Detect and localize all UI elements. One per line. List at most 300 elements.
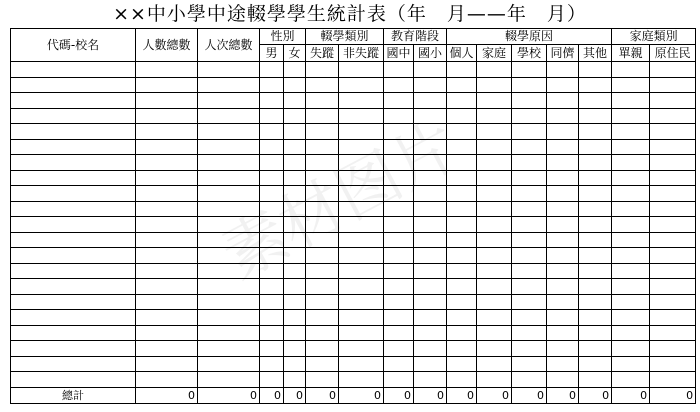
table-cell[interactable] [414,232,447,248]
table-cell[interactable] [384,62,414,78]
table-cell[interactable] [512,325,547,341]
table-cell[interactable] [579,372,612,388]
table-cell[interactable] [414,124,447,140]
table-cell[interactable] [477,356,512,372]
table-cell[interactable] [11,93,136,109]
table-cell[interactable] [547,356,579,372]
table-cell[interactable] [198,263,260,279]
table-cell[interactable] [547,217,579,233]
table-cell[interactable] [414,170,447,186]
table-cell[interactable] [414,155,447,171]
table-cell[interactable] [11,356,136,372]
table-cell[interactable] [547,232,579,248]
table-cell[interactable] [512,248,547,264]
table-cell[interactable] [11,124,136,140]
table-cell[interactable] [198,356,260,372]
table-cell[interactable] [11,294,136,310]
table-cell[interactable] [284,93,306,109]
table-cell[interactable] [477,139,512,155]
table-cell[interactable] [650,310,696,326]
table-cell[interactable] [579,93,612,109]
table-cell[interactable] [579,356,612,372]
table-cell[interactable] [447,279,477,295]
table-cell[interactable] [306,108,339,124]
table-cell[interactable] [547,294,579,310]
table-cell[interactable] [579,139,612,155]
table-cell[interactable] [512,263,547,279]
table-cell[interactable] [198,201,260,217]
table-cell[interactable] [306,341,339,357]
table-cell[interactable] [198,62,260,78]
table-cell[interactable] [414,294,447,310]
table-cell[interactable] [547,201,579,217]
table-cell[interactable] [198,155,260,171]
table-cell[interactable] [198,108,260,124]
table-cell[interactable] [612,124,650,140]
table-cell[interactable] [512,201,547,217]
table-cell[interactable] [414,341,447,357]
table-cell[interactable] [136,186,198,202]
table-cell[interactable] [512,155,547,171]
table-cell[interactable] [612,294,650,310]
table-cell[interactable] [384,341,414,357]
table-cell[interactable] [284,124,306,140]
table-cell[interactable] [11,279,136,295]
table-cell[interactable] [547,93,579,109]
table-cell[interactable] [477,170,512,186]
table-cell[interactable] [306,170,339,186]
table-cell[interactable] [512,294,547,310]
table-cell[interactable] [339,186,384,202]
table-cell[interactable] [612,62,650,78]
table-cell[interactable] [306,93,339,109]
table-cell[interactable] [306,356,339,372]
table-cell[interactable] [447,201,477,217]
table-cell[interactable] [384,217,414,233]
table-cell[interactable] [547,341,579,357]
table-cell[interactable] [612,186,650,202]
table-cell[interactable] [612,108,650,124]
table-cell[interactable] [284,232,306,248]
table-cell[interactable] [260,77,284,93]
table-cell[interactable] [384,186,414,202]
table-cell[interactable] [284,77,306,93]
table-cell[interactable] [512,217,547,233]
table-cell[interactable] [384,310,414,326]
table-cell[interactable] [650,108,696,124]
table-cell[interactable] [547,186,579,202]
table-cell[interactable] [547,139,579,155]
table-cell[interactable] [384,279,414,295]
table-cell[interactable] [579,186,612,202]
table-cell[interactable] [512,372,547,388]
table-cell[interactable] [339,356,384,372]
table-cell[interactable] [306,186,339,202]
table-cell[interactable] [284,186,306,202]
table-cell[interactable] [447,248,477,264]
table-cell[interactable] [512,93,547,109]
table-cell[interactable] [284,341,306,357]
table-cell[interactable] [11,341,136,357]
table-cell[interactable] [260,201,284,217]
table-cell[interactable] [579,248,612,264]
table-cell[interactable] [547,62,579,78]
table-cell[interactable] [414,356,447,372]
table-cell[interactable] [612,93,650,109]
table-cell[interactable] [136,139,198,155]
table-cell[interactable] [284,372,306,388]
table-cell[interactable] [384,201,414,217]
table-cell[interactable] [306,217,339,233]
table-cell[interactable] [414,279,447,295]
table-cell[interactable] [447,108,477,124]
table-cell[interactable] [198,139,260,155]
table-cell[interactable] [579,201,612,217]
table-cell[interactable] [414,310,447,326]
table-cell[interactable] [260,310,284,326]
table-cell[interactable] [284,294,306,310]
table-cell[interactable] [579,170,612,186]
table-cell[interactable] [136,217,198,233]
table-cell[interactable] [306,325,339,341]
table-cell[interactable] [260,356,284,372]
table-cell[interactable] [512,341,547,357]
table-cell[interactable] [650,62,696,78]
table-cell[interactable] [339,279,384,295]
table-cell[interactable] [512,186,547,202]
table-cell[interactable] [579,263,612,279]
table-cell[interactable] [260,232,284,248]
table-cell[interactable] [384,356,414,372]
table-cell[interactable] [284,155,306,171]
table-cell[interactable] [477,186,512,202]
table-cell[interactable] [477,108,512,124]
table-cell[interactable] [579,232,612,248]
table-cell[interactable] [547,325,579,341]
table-cell[interactable] [650,248,696,264]
table-cell[interactable] [339,108,384,124]
table-cell[interactable] [306,139,339,155]
table-cell[interactable] [198,217,260,233]
table-cell[interactable] [260,217,284,233]
table-cell[interactable] [11,170,136,186]
table-cell[interactable] [547,310,579,326]
table-cell[interactable] [136,170,198,186]
table-cell[interactable] [612,372,650,388]
table-cell[interactable] [547,77,579,93]
table-cell[interactable] [136,325,198,341]
table-cell[interactable] [260,155,284,171]
table-cell[interactable] [547,263,579,279]
table-cell[interactable] [198,310,260,326]
table-cell[interactable] [477,310,512,326]
table-cell[interactable] [414,201,447,217]
table-cell[interactable] [260,62,284,78]
table-cell[interactable] [136,310,198,326]
table-cell[interactable] [260,279,284,295]
table-cell[interactable] [650,139,696,155]
table-cell[interactable] [477,124,512,140]
table-cell[interactable] [339,294,384,310]
table-cell[interactable] [612,155,650,171]
table-cell[interactable] [547,170,579,186]
table-cell[interactable] [650,93,696,109]
table-cell[interactable] [384,232,414,248]
table-cell[interactable] [136,279,198,295]
table-cell[interactable] [260,93,284,109]
table-cell[interactable] [11,108,136,124]
table-cell[interactable] [547,124,579,140]
table-cell[interactable] [612,248,650,264]
table-cell[interactable] [579,217,612,233]
table-cell[interactable] [650,77,696,93]
table-cell[interactable] [447,155,477,171]
table-cell[interactable] [612,77,650,93]
table-cell[interactable] [612,217,650,233]
table-cell[interactable] [512,77,547,93]
table-cell[interactable] [11,139,136,155]
table-cell[interactable] [198,279,260,295]
table-cell[interactable] [414,108,447,124]
table-cell[interactable] [284,356,306,372]
table-cell[interactable] [612,170,650,186]
table-cell[interactable] [11,77,136,93]
table-cell[interactable] [650,325,696,341]
table-cell[interactable] [339,170,384,186]
table-cell[interactable] [136,77,198,93]
table-cell[interactable] [284,62,306,78]
table-cell[interactable] [512,310,547,326]
table-cell[interactable] [547,108,579,124]
table-cell[interactable] [198,325,260,341]
table-cell[interactable] [579,341,612,357]
table-cell[interactable] [547,155,579,171]
table-cell[interactable] [11,201,136,217]
table-cell[interactable] [284,217,306,233]
table-cell[interactable] [11,62,136,78]
table-cell[interactable] [136,248,198,264]
table-cell[interactable] [306,155,339,171]
table-cell[interactable] [477,201,512,217]
table-cell[interactable] [384,77,414,93]
table-cell[interactable] [260,294,284,310]
table-cell[interactable] [512,170,547,186]
table-cell[interactable] [477,232,512,248]
table-cell[interactable] [198,341,260,357]
table-cell[interactable] [260,139,284,155]
table-cell[interactable] [447,62,477,78]
table-cell[interactable] [384,372,414,388]
table-cell[interactable] [579,279,612,295]
table-cell[interactable] [260,325,284,341]
table-cell[interactable] [136,62,198,78]
table-cell[interactable] [306,372,339,388]
table-cell[interactable] [260,372,284,388]
table-cell[interactable] [612,279,650,295]
table-cell[interactable] [136,124,198,140]
table-cell[interactable] [579,294,612,310]
table-cell[interactable] [136,108,198,124]
table-cell[interactable] [198,232,260,248]
table-cell[interactable] [11,217,136,233]
table-cell[interactable] [284,248,306,264]
table-cell[interactable] [306,263,339,279]
table-cell[interactable] [447,217,477,233]
table-cell[interactable] [414,263,447,279]
table-cell[interactable] [477,93,512,109]
table-cell[interactable] [612,356,650,372]
table-cell[interactable] [612,325,650,341]
table-cell[interactable] [477,263,512,279]
table-cell[interactable] [384,294,414,310]
table-cell[interactable] [136,155,198,171]
table-cell[interactable] [612,201,650,217]
table-cell[interactable] [11,155,136,171]
table-cell[interactable] [512,139,547,155]
table-cell[interactable] [260,170,284,186]
table-cell[interactable] [579,62,612,78]
table-cell[interactable] [414,217,447,233]
table-cell[interactable] [284,108,306,124]
table-cell[interactable] [306,310,339,326]
table-cell[interactable] [198,77,260,93]
table-cell[interactable] [650,263,696,279]
table-cell[interactable] [477,62,512,78]
table-cell[interactable] [306,124,339,140]
table-cell[interactable] [136,232,198,248]
table-cell[interactable] [477,294,512,310]
table-cell[interactable] [447,356,477,372]
table-cell[interactable] [612,232,650,248]
table-cell[interactable] [384,325,414,341]
table-cell[interactable] [198,294,260,310]
table-cell[interactable] [650,186,696,202]
table-cell[interactable] [547,248,579,264]
table-cell[interactable] [447,124,477,140]
table-cell[interactable] [136,341,198,357]
table-cell[interactable] [260,341,284,357]
table-cell[interactable] [512,108,547,124]
table-cell[interactable] [339,77,384,93]
table-cell[interactable] [447,294,477,310]
table-cell[interactable] [650,124,696,140]
table-cell[interactable] [284,201,306,217]
table-cell[interactable] [414,372,447,388]
table-cell[interactable] [512,124,547,140]
table-cell[interactable] [260,108,284,124]
table-cell[interactable] [136,294,198,310]
table-cell[interactable] [136,263,198,279]
table-cell[interactable] [447,310,477,326]
table-cell[interactable] [260,263,284,279]
table-cell[interactable] [339,232,384,248]
table-cell[interactable] [447,93,477,109]
table-cell[interactable] [284,310,306,326]
table-cell[interactable] [447,232,477,248]
table-cell[interactable] [339,372,384,388]
table-cell[interactable] [339,201,384,217]
table-cell[interactable] [284,170,306,186]
table-cell[interactable] [339,217,384,233]
table-cell[interactable] [477,372,512,388]
table-cell[interactable] [414,248,447,264]
table-cell[interactable] [11,372,136,388]
table-cell[interactable] [339,124,384,140]
table-cell[interactable] [306,294,339,310]
table-cell[interactable] [11,186,136,202]
table-cell[interactable] [547,372,579,388]
table-cell[interactable] [650,341,696,357]
table-cell[interactable] [447,325,477,341]
table-cell[interactable] [579,108,612,124]
table-cell[interactable] [198,93,260,109]
table-cell[interactable] [650,279,696,295]
table-cell[interactable] [650,170,696,186]
table-cell[interactable] [414,62,447,78]
table-cell[interactable] [650,232,696,248]
table-cell[interactable] [447,372,477,388]
table-cell[interactable] [339,93,384,109]
table-cell[interactable] [339,62,384,78]
table-cell[interactable] [612,139,650,155]
table-cell[interactable] [447,170,477,186]
table-cell[interactable] [384,170,414,186]
table-cell[interactable] [414,325,447,341]
table-cell[interactable] [339,139,384,155]
table-cell[interactable] [198,372,260,388]
table-cell[interactable] [260,124,284,140]
table-cell[interactable] [284,263,306,279]
table-cell[interactable] [11,248,136,264]
table-cell[interactable] [136,93,198,109]
table-cell[interactable] [512,356,547,372]
table-cell[interactable] [198,248,260,264]
table-cell[interactable] [306,248,339,264]
table-cell[interactable] [306,279,339,295]
table-cell[interactable] [260,186,284,202]
table-cell[interactable] [414,77,447,93]
table-cell[interactable] [284,139,306,155]
table-cell[interactable] [579,124,612,140]
table-cell[interactable] [650,217,696,233]
table-cell[interactable] [339,341,384,357]
table-cell[interactable] [339,263,384,279]
table-cell[interactable] [650,294,696,310]
table-cell[interactable] [512,62,547,78]
table-cell[interactable] [414,186,447,202]
table-cell[interactable] [650,372,696,388]
table-cell[interactable] [284,325,306,341]
table-cell[interactable] [198,124,260,140]
table-cell[interactable] [579,77,612,93]
table-cell[interactable] [384,248,414,264]
table-cell[interactable] [384,124,414,140]
table-cell[interactable] [477,248,512,264]
table-cell[interactable] [447,341,477,357]
table-cell[interactable] [384,139,414,155]
table-cell[interactable] [477,77,512,93]
table-cell[interactable] [477,155,512,171]
table-cell[interactable] [198,186,260,202]
table-cell[interactable] [136,201,198,217]
table-cell[interactable] [447,186,477,202]
table-cell[interactable] [136,372,198,388]
table-cell[interactable] [477,217,512,233]
table-cell[interactable] [11,232,136,248]
table-cell[interactable] [477,325,512,341]
table-cell[interactable] [414,93,447,109]
table-cell[interactable] [384,155,414,171]
